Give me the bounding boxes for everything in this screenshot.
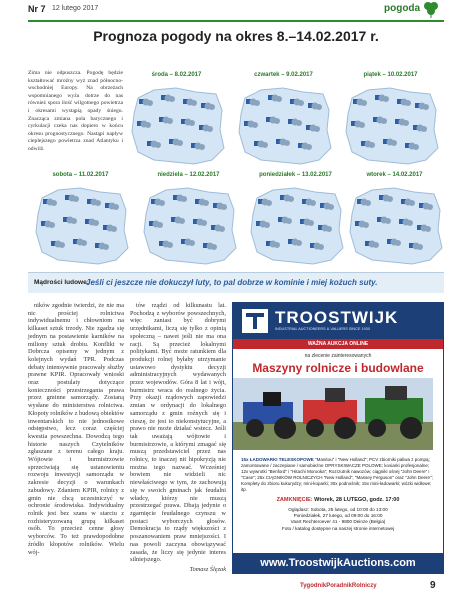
ad-items-text: "Manitou" i "New Holland"; PCV zbiorniki paliwa z pompą; zamontowane / zaczepiane / samobieżne OPRYSKIWACZE POLOWE; kosiarki profesjonalne; 12x wywrotki "Benford" i "Hitachi Morooka"; Rozrzutnik nawozów; ciągniki ośnej "John Deere" i "Case"; 25x CIĄGNIKÓW ROLNICZYCH "New Holland", "Massey Ferguson" oraz "John Deere"; Komplety do zbioru kukurydzy; mini-koparki; 30x podnośnik; 15x mini-ładowarki; wózki widłowe; itp. (241, 457, 433, 492)
ad-view-line: Poniedziałek, 27 lutego, od 09:00 do 16:00 (293, 513, 383, 519)
ad-tagline: INDUSTRIAL AUCTIONEERS & VALUERS SINCE 1930 (275, 327, 370, 331)
poland-map (243, 180, 348, 268)
intro-text: Zima nie odpuszcza. Pogodę będzie kształtować mroźny wyż znad północno-wschodniej Europy. Na obrzeżach wspomnianego wyżu dotrze do nas również spora ilość wilgotnego powietrza i okresami wystąpią opady śniegu. Znacząca zmiana pola barycznego i cyrkulacji czeka nas dopiero w końcu okresu prognostycznego. Nastąpi napływ cieplejszego powietrza znad Atlantyku i odwilż. (28, 70, 123, 152)
clover-icon (420, 0, 442, 18)
quote-text: Jeśli ci jeszcze nie dokuczył luty, to pal dobrze w kominie i miej kożuch suty. (86, 278, 378, 287)
troostwijk-logo-icon (241, 308, 269, 334)
ad-items-lead: 15x ŁADOWARKI TELESKOPOWE (241, 457, 314, 462)
forecast-map-thu (231, 72, 336, 168)
page-number: 9 (430, 580, 436, 591)
page-title: Prognoza pogody na okres 8.–14.02.2017 r. (93, 28, 379, 44)
forecast-map-tue (342, 172, 447, 268)
section-label: pogoda (384, 3, 421, 14)
ad-view-line: Foto / katalog dostępne na naszej stronie internetowej (281, 525, 395, 531)
poland-map (136, 180, 241, 268)
day-label: środa – 8.02.2017 (151, 72, 202, 78)
ad-brand: TROOSTWIJK (275, 308, 399, 327)
ad-headline: Maszyny rolnicze i budowlane (252, 361, 424, 375)
day-label: piątek – 10.02.2017 (363, 72, 418, 78)
ad-closing-value: Wtorek, 28 LUTEGO, godz. 17:00 (314, 497, 400, 503)
article-author: Tomasz Ślęzak (189, 565, 226, 573)
page-header (0, 0, 467, 20)
ad-website-link[interactable]: www.TroostwijkAuctions.com (233, 553, 443, 573)
issue-date: 12 lutego 2017 (52, 5, 99, 12)
poland-map (28, 180, 133, 268)
ad-invite: na zlecenie zainteresowanych (304, 353, 372, 359)
day-label: sobota – 11.02.2017 (52, 172, 109, 178)
ad-viewing-info (233, 507, 443, 532)
forecast-map-sat (28, 172, 133, 268)
poland-map (338, 80, 443, 168)
forecast-map-sun (136, 172, 241, 268)
article-column-2 (130, 302, 226, 574)
ad-banner: WAŻNA AUKCJA ONLINE (233, 339, 443, 349)
ad-closing (233, 497, 443, 503)
forecast-map-mon (243, 172, 348, 268)
forecast-map-wed (124, 72, 229, 168)
day-label: niedziela – 12.02.2017 (157, 172, 220, 178)
header-divider (28, 20, 444, 22)
day-label: poniedziałek – 13.02.2017 (259, 172, 332, 178)
poland-map (124, 80, 229, 168)
poland-map (342, 180, 447, 268)
issue-number: Nr 7 (28, 4, 46, 14)
article-text: tów rządzi od kilkunastu lat. Pochodzą z wyborów powszechnych, więc zaniast być dobrymi urzędnikami, liczą się tylko z opinią społeczną – nawet jeśli nie ma ona racji. Są przecież lokalnymi politykami. Być może ratunkiem dla produkcji rolnej byłaby utrzymanie ustawowo dystyktu decyzji administracyjnych wydawanych przez wojewodów. Góra 8 lat i wójt, burmistrz wraca do realnego życia. Przy okazji rządowych zapowiedzi zmian w ordynacji do lokalnego samorządu z gmin roźnych się i cieszę, że jest to niekonstytucyjne, a prawo nie może działać wstecz. Jeśli tak uważają wójtowie i burmistrzowie, a którymi zmagać się muszą przedstawiciel przez nas rolnicy, to inaczej nit hipokryzją nie można tego nazwać. Wcześniej bowiem nie widzieli nic niewłaściwego w tym, że zachowują się w swoich gminach jak feudalni władcy, którzy nie muszą przestrzegać prawa. Dbają jedynie o zgarnięcie feudalnego czynszu w postaci wyborczych głosów. Demokracja to rządy większości z poszanowaniem praw mniejszości. I nas powoli zaczyna obowiązywać zasada, że liczy się jedynie interes silniejszego. (130, 302, 226, 564)
poland-map (231, 80, 336, 168)
quote-label: Mądrości ludowe: (34, 279, 89, 286)
ad-header (233, 303, 443, 339)
day-label: czwartek – 9.02.2017 (254, 72, 313, 78)
article-text: ników zgodnie twierdzi, że nie ma nic prościej rolnictwa indywidualnemu i chłowniom na kilkaset sztuk trzody. Nie zgadza się jednym na postawienie karników na miliony sztuk drobiu. Konflikt w Dobrcza opisemy w jednym z kolejnych wydań TPR. Podczas debaty intensywnie pracowały służby prawne KPIR. Opracowały wnioski oraz postulaty dotyczące konieczności przestrzegania prawa przez gminne samorządy. Zostaną wysłane do ministerstwa rolnictwa. Kłopoty rolników z budową obiektów inwentarskich to nie jednostkowe odstępstwo, lecz coraz częściej kwestia powszechna. Dowodzą tego historie naszych Czytelników zgłaszane z terenu całego kraju. Wójtowie i burmistrzowie sprzeciwiają się ustanowieniu rozwoju inwestycji samorządu w zakresie decyzji o warunkach zabudowy. Zdaniem KPIR, rolnicy z gmin nie chcą uczestniczyć w ochronie środowiska. Indywidualny rolnik jest bez szans w starciu z rozhisteryzowaną grupą kilkaset osób. To przecież cenne głosy wyborców. To też prawdopodobne źródło kłopotów rolników. Wielu wój- (28, 302, 124, 556)
article-column-1 (28, 302, 124, 556)
ad-view-line: Oglądasz: Sobota, 25 lutego, od 10:00 do 13:00 (288, 507, 388, 512)
ad-closing-label: ZAMKNIĘCIE: (276, 497, 313, 503)
forecast-map-fri (338, 72, 443, 168)
ad-view-line: Vaart Rechteroever 41 - 9800 Deinze (Belgia) (290, 519, 386, 525)
folk-wisdom-bar (28, 272, 444, 293)
machinery-photo (233, 378, 433, 450)
ad-items (233, 455, 443, 495)
footer-brand: TygodnikPoradnikRolniczy (300, 583, 377, 589)
troostwijk-advertisement[interactable] (232, 302, 444, 574)
day-label: wtorek – 14.02.2017 (366, 172, 423, 178)
